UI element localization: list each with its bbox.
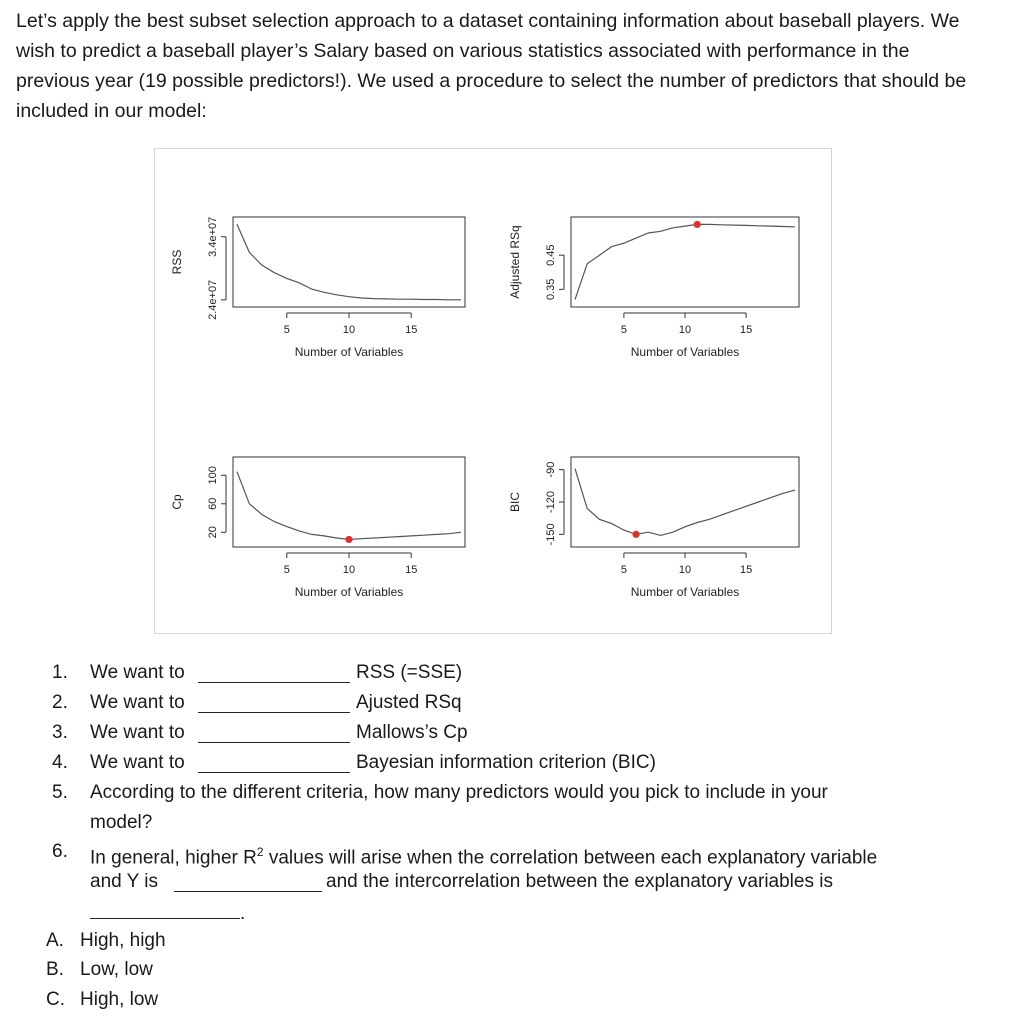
- cp-x-tick-label: 15: [405, 564, 418, 576]
- adjusted-rsq-x-tick-label: 10: [678, 324, 692, 336]
- question-text: and the intercorrelation between the explanatory variables is: [326, 871, 833, 892]
- adjusted-rsq-y-tick-label: 0.35: [545, 278, 557, 301]
- rss-x-axis-label: Number of Variables: [294, 345, 404, 359]
- intro-paragraph: Let’s apply the best subset selection approach to a dataset containing information about baseball players. We wish to predict a baseball player’s Salary based on various statistics associated with performance in the previous year (19 possible predictors!). We used a procedure to select the number of predictors that should be included in our model:: [16, 10, 967, 122]
- adjusted-rsq-x-tick-label: 15: [739, 324, 753, 336]
- question-term: Mallows’s Cp: [356, 722, 468, 743]
- option-letter: C.: [46, 989, 65, 1010]
- cp-x-tick-label: 5: [283, 564, 290, 576]
- adjusted-rsq-x-axis-label: Number of Variables: [630, 345, 740, 359]
- bic-x-tick-label: 5: [620, 564, 627, 576]
- option-a: [46, 926, 166, 956]
- cp-y-tick-label: 100: [207, 466, 219, 485]
- rss-x-tick-label: 5: [283, 324, 290, 336]
- bic-optimum-point: [633, 531, 640, 538]
- cp-y-tick-label: 60: [207, 497, 219, 510]
- answer-blank[interactable]: [198, 692, 350, 713]
- rss-x-tick-label: 15: [405, 324, 418, 336]
- question-3: [52, 718, 468, 748]
- option-letter: B.: [46, 959, 64, 980]
- option-text: High, low: [80, 989, 159, 1010]
- question-6-line2: [90, 867, 833, 897]
- bic-x-axis-label: Number of Variables: [630, 585, 740, 599]
- bic-y-tick-label: -120: [545, 490, 557, 514]
- question-number: 6.: [52, 841, 68, 862]
- rss-y-axis-label: RSS: [170, 249, 184, 275]
- cp-y-tick-label: 20: [207, 526, 219, 539]
- cp-x-axis-label: Number of Variables: [294, 585, 404, 599]
- question-lead: We want to: [90, 752, 185, 773]
- rss-x-tick-label: 10: [342, 324, 356, 336]
- question-1: [52, 658, 463, 688]
- answer-blank-1[interactable]: [174, 871, 322, 892]
- bic-x-tick-label: 15: [739, 564, 753, 576]
- cp-series-line: [237, 472, 461, 540]
- adjusted-rsq-series-line: [575, 224, 795, 299]
- question-5-cont: model?: [90, 812, 153, 833]
- question-lead: We want to: [90, 662, 185, 683]
- rss-y-tick-label: 2.4e+07: [207, 279, 219, 320]
- question-lead: We want to: [90, 692, 185, 713]
- question-number: 3.: [52, 722, 68, 743]
- answer-blank[interactable]: [198, 722, 350, 743]
- cp-plot-frame: [233, 457, 465, 547]
- cp-optimum-point: [345, 536, 352, 543]
- adjusted-rsq-x-tick-label: 5: [620, 324, 627, 336]
- question-number: 1.: [52, 662, 68, 683]
- question-5: [52, 778, 828, 808]
- option-c: [46, 985, 158, 1015]
- cp-x-tick-label: 10: [342, 564, 356, 576]
- answer-blank[interactable]: [198, 662, 350, 683]
- option-b: [46, 955, 153, 985]
- option-text: High, high: [80, 930, 166, 951]
- option-letter: A.: [46, 930, 64, 951]
- question-text: According to the different criteria, how many predictors would you pick to include in your: [90, 782, 828, 803]
- period: .: [240, 903, 246, 924]
- bic-y-axis-label: BIC: [508, 491, 522, 513]
- rss-plot-frame: [233, 217, 465, 307]
- question-lead: We want to: [90, 722, 185, 743]
- superscript-2: 2: [256, 845, 264, 859]
- bic-plot-frame: [571, 457, 799, 547]
- question-4: [52, 748, 656, 778]
- answer-blank[interactable]: [198, 752, 350, 773]
- adjusted-rsq-y-tick-label: 0.45: [545, 244, 557, 266]
- question-term: RSS (=SSE): [356, 662, 463, 683]
- question-number: 5.: [52, 782, 68, 803]
- bic-y-tick-label: -90: [545, 461, 557, 478]
- question-term: Bayesian information criterion (BIC): [356, 752, 656, 773]
- question-text: and Y is: [90, 871, 158, 892]
- bic-series-line: [575, 469, 795, 536]
- question-2: [52, 688, 462, 718]
- question-6: [52, 837, 878, 869]
- adjusted-rsq-y-axis-label: Adjusted RSq: [508, 225, 522, 299]
- rss-series-line: [237, 224, 461, 300]
- rss-y-tick-label: 3.4e+07: [207, 216, 219, 257]
- question-number: 4.: [52, 752, 68, 773]
- option-text: Low, low: [80, 959, 153, 980]
- bic-y-tick-label: -150: [545, 523, 557, 546]
- adjusted-rsq-plot-frame: [571, 217, 799, 307]
- question-6-line3: [90, 898, 245, 929]
- question-term: Ajusted RSq: [356, 692, 462, 713]
- cp-y-axis-label: Cp: [170, 494, 184, 510]
- subset-selection-figure: [154, 148, 832, 634]
- bic-x-tick-label: 10: [678, 564, 692, 576]
- plots-svg: [155, 149, 833, 635]
- adjusted-rsq-optimum-point: [694, 221, 701, 228]
- answer-blank-2[interactable]: [90, 898, 240, 919]
- question-text-b: values will arise when the correlation between each explanatory variable: [263, 847, 878, 869]
- question-text-a: In general, higher R: [90, 847, 257, 869]
- question-number: 2.: [52, 692, 68, 713]
